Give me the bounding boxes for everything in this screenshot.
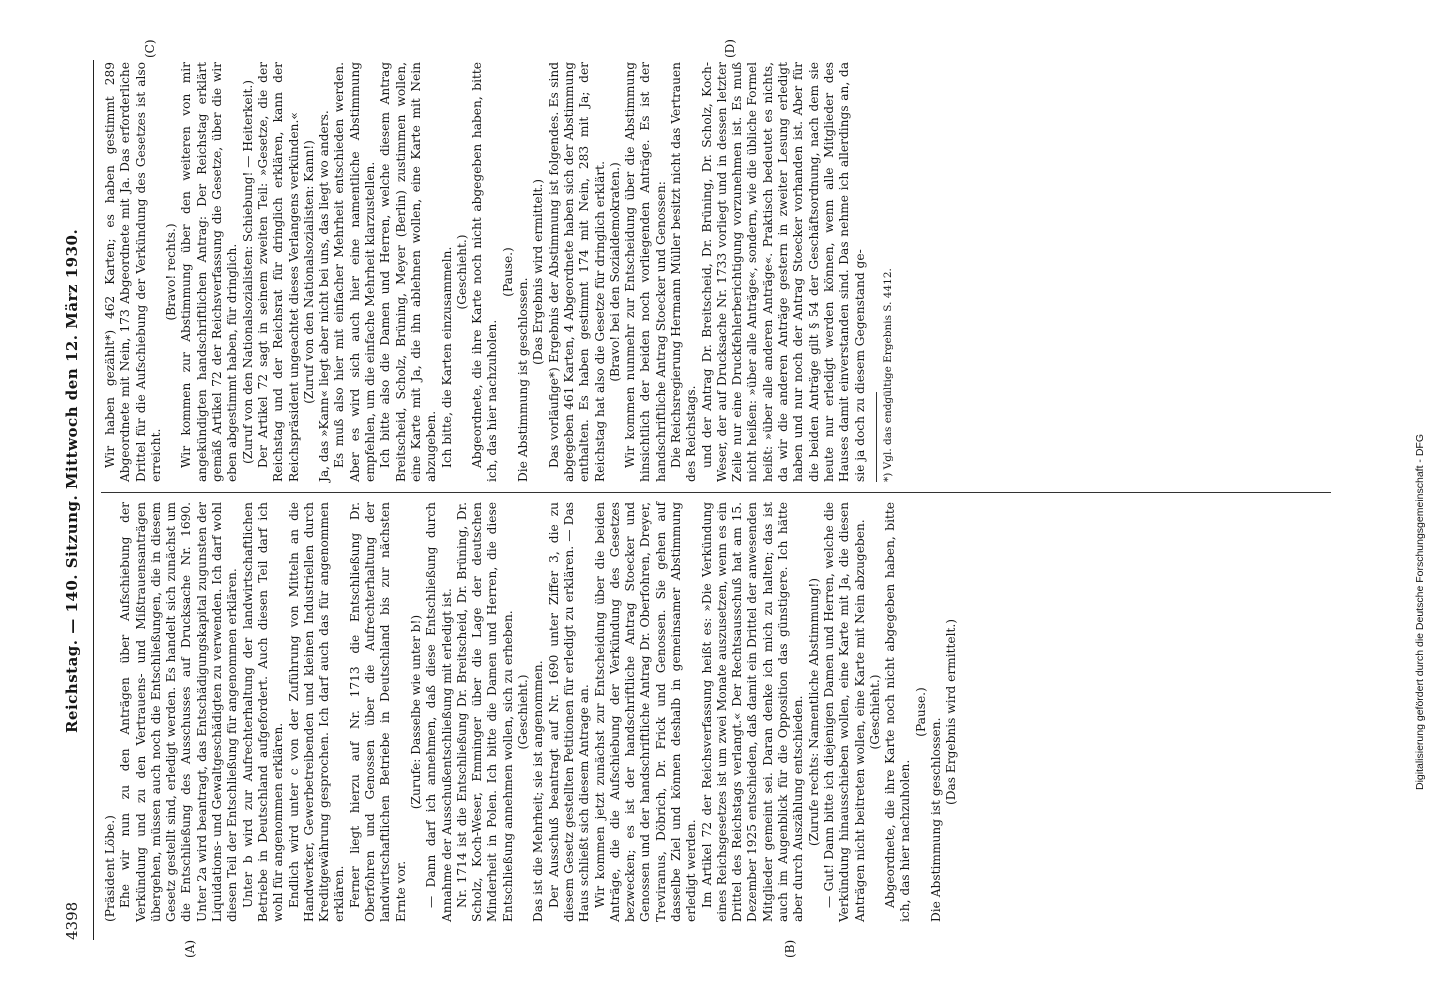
right-column-paragraph: (Das Ergebnis wird ermittelt.): [531, 178, 546, 366]
left-column-paragraph: (Zurufe rechts: Namentliche Abstimmung!): [806, 577, 821, 847]
header-rule: [93, 60, 94, 940]
right-column-paragraph: Wir kommen zur Abstimmung über den weiteren von mir angekündigten handschriftlichen Antrag: Der Reichstag erklärt gemäß Artikel 72 der Reichsverfassung die Gesetze, über die wir eben abgestimmt haben, für dringlich.: [179, 62, 240, 482]
page-header: [63, 60, 91, 940]
left-column-paragraph: Im Artikel 72 der Reichsverfassung heißt es: »Die Verkündung eines Reichsgesetzes ist um zwei Monate auszusetzen, wenn es ein Drittel des Reichstags verlangt.« Der Rechtsausschuß hat am 15. Dezember 1925 entschieden, daß damit ein Drittel der anwesenden Mitglieder gemeint sei. Daran denke ich mich zu halten; das ist auch im Augenblick für die Opposition das günstigere. Ich hätte aber durch Auszählung entschieden.: [699, 502, 806, 922]
left-column-paragraph: Die Abstimmung ist geschlossen.: [929, 717, 944, 922]
left-column-paragraph: Wir kommen jetzt zunächst zur Entscheidung über die beiden Anträge, die die Aufschiebung der Verkündung des Gesetzes bezwecken; es ist der handschriftliche Antrag Stoecker und Genossen und der handschriftliche Antrag Dr. Oberfohren, Dreyer, Treviranus, Döbrich, Dr. Frick und Genossen. Sie gehen auf dasselbe Ziel und können deshalb in gemeinsamer Abstimmung erledigt werden.: [592, 502, 699, 922]
dfg-side-caption: [1414, 0, 1428, 1000]
right-column-paragraph: Ich bitte also die Damen und Herren, welche diesem Antrag Breitscheid, Scholz, Brüning, Meyer (Berlin) zustimmen wollen, eine Karte mit Ja, die ihn ablehnen wollen, eine Karte mit Nein abzugeben.: [378, 62, 439, 482]
left-column-paragraph: (Pause.): [913, 687, 928, 737]
margin-marker-a: (A): [183, 939, 197, 958]
right-column-paragraph: (Pause.): [500, 247, 515, 297]
left-column-paragraph: Ferner liegt hierzu auf Nr. 1713 die Entschließung Dr. Oberfohren und Genossen über die Aufrechterhaltung der landwirtschaftlichen Betriebe in Deutschland bis zur nächsten Ernte vor.: [347, 502, 408, 922]
left-column-paragraph: (Zurufe: Dasselbe wie unter b!): [408, 614, 423, 810]
page-number: 4398: [63, 901, 81, 940]
left-column-paragraph: Nr. 1714 ist die Entschließung Dr. Breitscheid, Dr. Brüning, Dr. Scholz, Koch-Weser, Emminger über die Lage der deutschen Minderheit in Polen. Ich bitte die Damen und Herren, die diese Entschließung annehmen wollen, sich zu erheben.: [454, 502, 515, 922]
left-column-paragraph: (Präsident Löbe.): [103, 815, 117, 922]
text-column-left: [103, 502, 960, 922]
right-column-paragraph: (Geschieht.): [454, 234, 469, 310]
right-column-paragraph: Wir kommen nunmehr zur Entscheidung über die Abstimmung hinsichtlich der beiden noch vorliegenden Anträge. Es ist der handschriftliche Antrag Stoecker und Genossen:: [623, 62, 668, 482]
right-column-paragraph: Der Artikel 72 sagt in seinem zweiten Teil: »Gesetze, die der Reichstag und der Reichsrat für dringlich erklären, kann der Reichspräsident ungeachtet dieses Verlangens verkünden.«: [255, 62, 301, 482]
right-column-paragraph: (Zuruf von den Nationalsozialisten: Kann!): [301, 140, 316, 404]
column-divider: [101, 492, 1331, 493]
left-column-paragraph: Abgeordnete, die ihre Karte noch nicht abgegeben haben, bitte ich, das hier nachzuholen.: [883, 502, 913, 922]
page-title: Reichstag. — 140. Sitzung. Mittwoch den 12. März 1930.: [63, 228, 81, 734]
left-column-paragraph: (Das Ergebnis wird ermittelt.): [944, 618, 959, 806]
right-column-paragraph: Ich bitte, die Karten einzusammeln.: [439, 246, 454, 468]
left-column-paragraph: Unter b wird zur Aufrechterhaltung der landwirtschaftlichen Betriebe in Deutschland aufgefordert. Auch diesen Teil darf ich wohl für angenommen erklären.: [240, 502, 286, 922]
right-column-paragraph: Die Abstimmung ist geschlossen.: [516, 277, 531, 482]
side-caption-text: Digitalisierung gefördert durch die Deutsche Forschungsgemeinschaft - DFG: [1414, 433, 1426, 790]
left-column-paragraph: — Dann darf ich annehmen, daß diese Entschließung durch Annahme der Ausschußentschließung mit erledigt ist.: [424, 502, 454, 922]
right-column-paragraph: Es muß also hier mit einfacher Mehrheit entschieden werden. Aber es wird sich auch hier eine namentliche Abstimmung empfehlen, um die einfache Mehrheit klarzustellen.: [332, 62, 378, 482]
left-column-paragraph: (Geschieht.): [516, 674, 531, 750]
left-column-paragraph: Ehe wir nun zu den Anträgen über Aufschiebung der Verkündung und zu den Vertrauens- und Mißtrauensanträgen übergehen, müssen auch noch die Entschließungen, die in diesem Gesetz gestellt sind, erledigt werden. Es handelt sich zunächst um die Entschließung des Ausschusses auf Drucksache Nr. 1690. Unter 2a wird beantragt, das Entschädigungskapital zugunsten der Liquidations- und Gewaltgeschädigten zu verwenden. Ich darf wohl diesen Teil der Entschließung für angenommen erklären.: [118, 502, 240, 922]
right-column-paragraph: Abgeordnete, die ihre Karte noch nicht abgegeben haben, bitte ich, das hier nachzuholen.: [470, 62, 500, 482]
left-column-paragraph: Der Ausschuß beantragt auf Nr. 1690 unter Ziffer 3, die zu diesem Gesetz gestellten Petitionen für erledigt zu erklären. — Das Haus schließt sich diesem Antrage an.: [546, 502, 592, 922]
left-column-paragraph: (Geschieht.): [867, 674, 882, 750]
margin-marker-c: (C): [143, 39, 157, 58]
margin-marker-b: (B): [783, 939, 797, 958]
right-column-paragraph: Das vorläufige*) Ergebnis der Abstimmung ist folgendes. Es sind abgegeben 461 Karten, 4 Abgeordnete haben sich der Abstimmung enthalten. Es haben gestimmt 174 mit Nein, 283 mit Ja; der Reichstag hat also die Gesetze für dringlich erklärt.: [546, 62, 607, 482]
left-column-paragraph: Endlich wird unter c von der Zuführung von Mitteln an die Handwerker, Gewerbetreibenden und kleinen Industriellen durch Kreditgewährung gesprochen. Ich darf auch das für angenommen erklären.: [286, 502, 347, 922]
right-column-paragraph: (Zuruf von den Nationalsozialisten: Schiebung! — Heiterkeit.): [240, 79, 255, 465]
text-column-right: [103, 62, 896, 482]
rotated-scanned-page: [63, 40, 1373, 960]
left-column-paragraph: — Gut! Dann bitte ich diejenigen Damen und Herren, welche die Verkündung hinausschieben wollen, eine Karte mit Ja, die diesen Anträgen nicht beitreten wollen, eine Karte mit Nein abzugeben.: [821, 502, 867, 922]
footnote-rule: [876, 392, 877, 482]
right-column-paragraph: Ja, das »Kann« liegt aber nicht bei uns, das liegt wo anders.: [317, 110, 332, 482]
footnote: *) Vgl. das endgültige Ergebnis S. 4412.: [881, 268, 894, 482]
right-column-paragraph: (Bravo! bei den Sozialdemokraten.): [607, 162, 622, 382]
right-column-paragraph: und der Antrag Dr. Breitscheid, Dr. Brüning, Dr. Scholz, Koch-Weser, der auf Drucksache Nr. 1733 vorliegt und in dessen letzter Zeile nur eine Druckfehlerberichtigung vorzunehmen ist. Es muß nicht heißen: »über alle Anträge«, sondern, wie die übliche Formel heißt: »über alle anderen Anträge«. Praktisch bedeutet es nichts, da wir die anderen Anträge gestern in zweiter Lesung erledigt haben und nur noch der Antrag Stoecker vorhanden ist. Aber für die beiden Anträge gilt § 54 der Geschäftsordnung, nach dem sie heute nur erledigt werden können, wenn alle Mitglieder des Hauses damit einverstanden sind. Das nehme ich allerdings an, da sie ja doch zu diesem Gegenstand ge-: [699, 62, 867, 482]
left-column-paragraph: Das ist die Mehrheit; sie ist angenommen.: [531, 660, 546, 922]
text-column-right-body: [103, 62, 868, 482]
right-column-paragraph: (Bravo! rechts.): [164, 223, 179, 321]
right-column-paragraph: Die Reichsregierung Hermann Müller besitzt nicht das Vertrauen des Reichstags.: [668, 62, 699, 482]
right-column-paragraph: Wir haben gezählt*) 462 Karten; es haben gestimmt 289 Abgeordnete mit Nein, 173 Abgeordnete mit Ja. Das erforderliche Drittel für die Aufschiebung der Verkündung des Gesetzes ist also erreicht.: [103, 62, 163, 482]
margin-marker-d: (D): [723, 39, 737, 58]
